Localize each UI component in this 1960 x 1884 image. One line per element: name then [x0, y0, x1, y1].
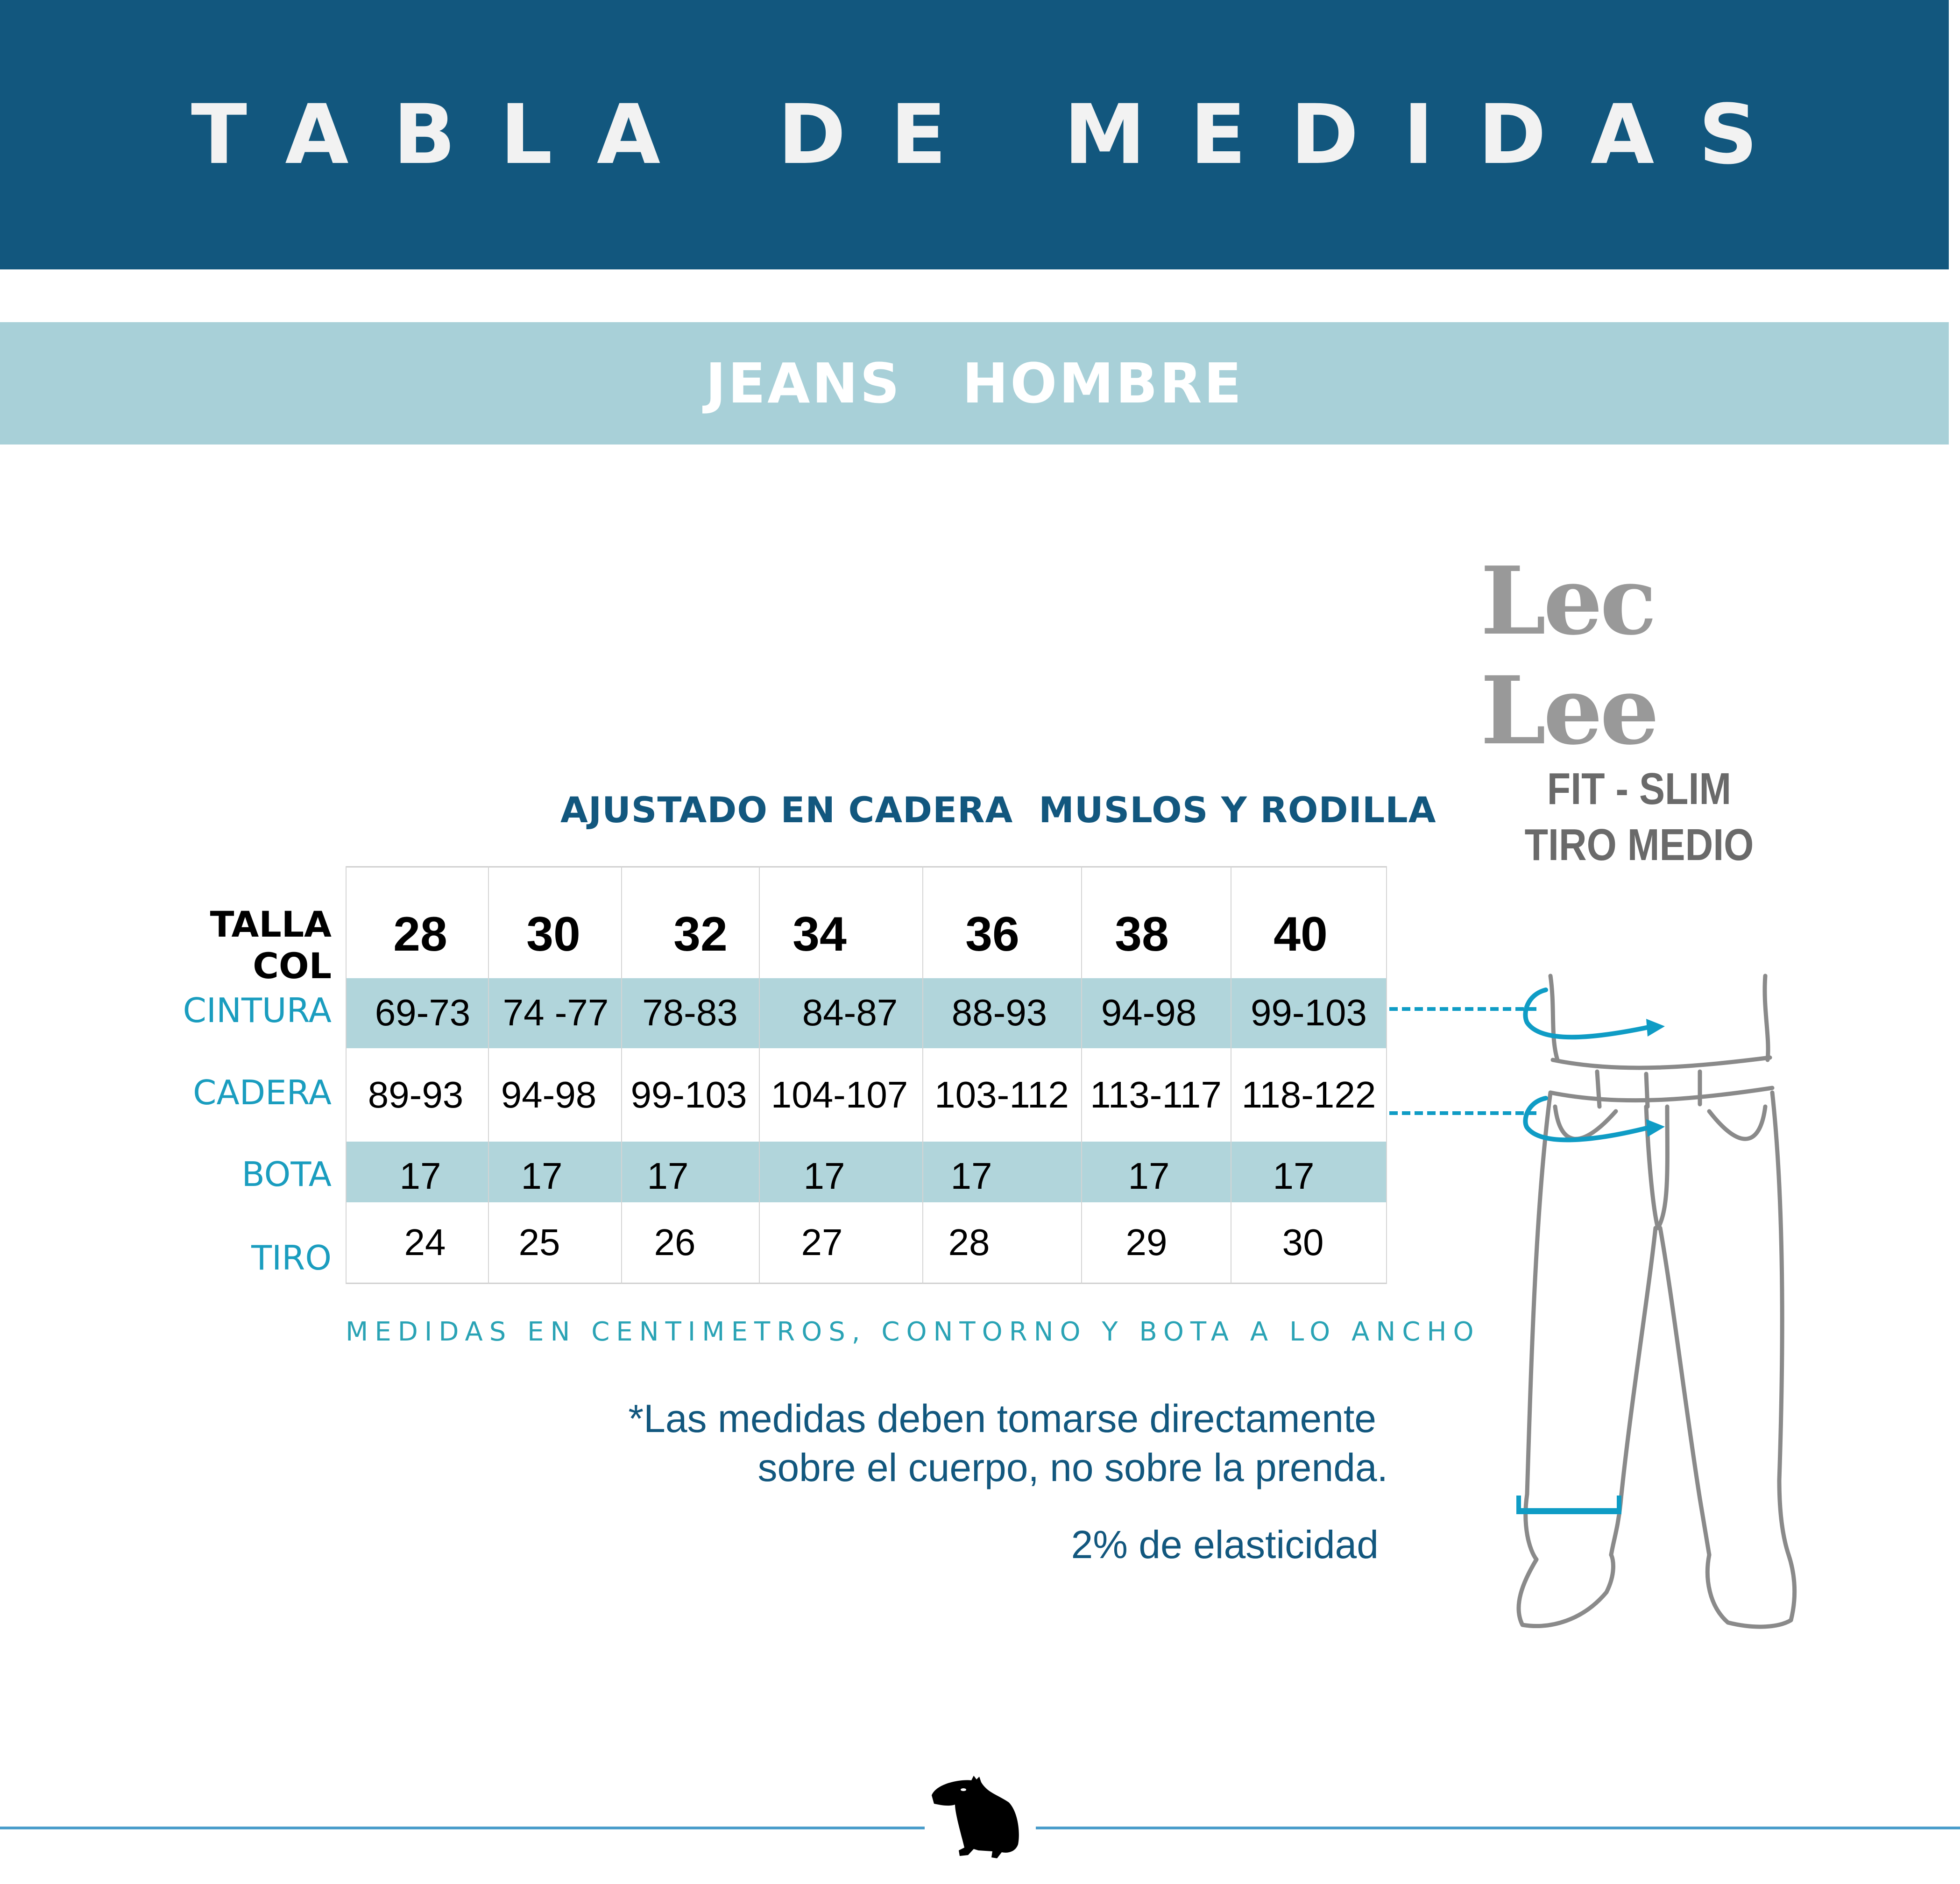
waist-cell: 74 -77 [502, 992, 609, 1033]
hip-cell: 94-98 [501, 1074, 597, 1115]
hip-cell: 103-112 [934, 1074, 1069, 1115]
hem-cell: 17 [647, 1155, 689, 1197]
waist-cell: 84-87 [802, 992, 898, 1033]
rise-cell: 26 [654, 1221, 696, 1263]
size-cell: 28 [393, 907, 447, 961]
hip-cell: 89-93 [368, 1074, 464, 1115]
size-cell: 34 [792, 907, 847, 961]
footer-divider-right [1036, 1827, 1960, 1829]
waist-cell: 88-93 [951, 992, 1047, 1033]
measurement-note-line-2: sobre el cuerpo, no sobre la prenda. [757, 1446, 1388, 1489]
table-heading: AJUSTADO EN CADERA MUSLOS Y RODILLA [560, 789, 1436, 831]
elasticity-note: 2% de elasticidad [1071, 1523, 1379, 1566]
page-title: TABLA DE MEDIDAS [191, 87, 1802, 183]
waist-cell: 78-83 [642, 992, 738, 1033]
jeans-sketch-illustration [1480, 967, 1812, 1634]
size-cell: 38 [1115, 907, 1169, 961]
size-cell: 40 [1274, 907, 1328, 961]
hem-cell: 17 [399, 1155, 441, 1197]
rise-cell: 30 [1282, 1221, 1324, 1263]
rise-cell: 29 [1125, 1221, 1168, 1263]
rise-row-label: TIRO [251, 1238, 332, 1277]
hem-cell: 17 [803, 1155, 845, 1197]
size-table [346, 866, 1387, 1284]
hem-cell: 17 [521, 1155, 563, 1197]
size-cell: 30 [526, 907, 580, 961]
footer-divider-left [0, 1827, 925, 1829]
rise-cell: 28 [948, 1221, 990, 1263]
hip-cell: 118-122 [1241, 1074, 1376, 1115]
hem-row-label: BOTA [241, 1155, 332, 1194]
size-cell: 36 [965, 907, 1019, 961]
units-note: MEDIDAS EN CENTIMETROS, CONTORNO Y BOTA A LO ANCHO [346, 1317, 1480, 1347]
waist-cell: 94-98 [1101, 992, 1197, 1033]
hem-cell: 17 [1273, 1155, 1315, 1197]
rise-cell: 24 [404, 1221, 446, 1263]
rise-cell: 27 [801, 1221, 843, 1263]
capybara-icon [927, 1767, 1020, 1861]
measurement-note-line-1: *Las medidas deben tomarse directamente [628, 1397, 1376, 1440]
hip-row-label: CADERA [193, 1073, 332, 1112]
waist-cell: 99-103 [1250, 992, 1367, 1033]
hip-cell: 99-103 [630, 1074, 747, 1115]
rise-cell: 25 [518, 1221, 560, 1263]
fit-label: FIT - SLIM [1547, 764, 1732, 814]
hem-cell: 17 [1128, 1155, 1170, 1197]
rise-label: TIRO MEDIO [1524, 820, 1754, 870]
waist-row-label: CINTURA [183, 991, 332, 1030]
waist-cell: 69-73 [375, 992, 471, 1033]
brand-logo: Lec Lee [1480, 546, 1657, 766]
subheader-banner [0, 322, 1949, 445]
category-title: JEANS HOMBRE [705, 351, 1244, 416]
hem-cell: 17 [950, 1155, 992, 1197]
hip-cell: 113-117 [1090, 1074, 1222, 1115]
size-row-label: TALLA COL [210, 903, 332, 987]
size-cell: 32 [673, 907, 728, 961]
hip-cell: 104-107 [771, 1074, 908, 1115]
